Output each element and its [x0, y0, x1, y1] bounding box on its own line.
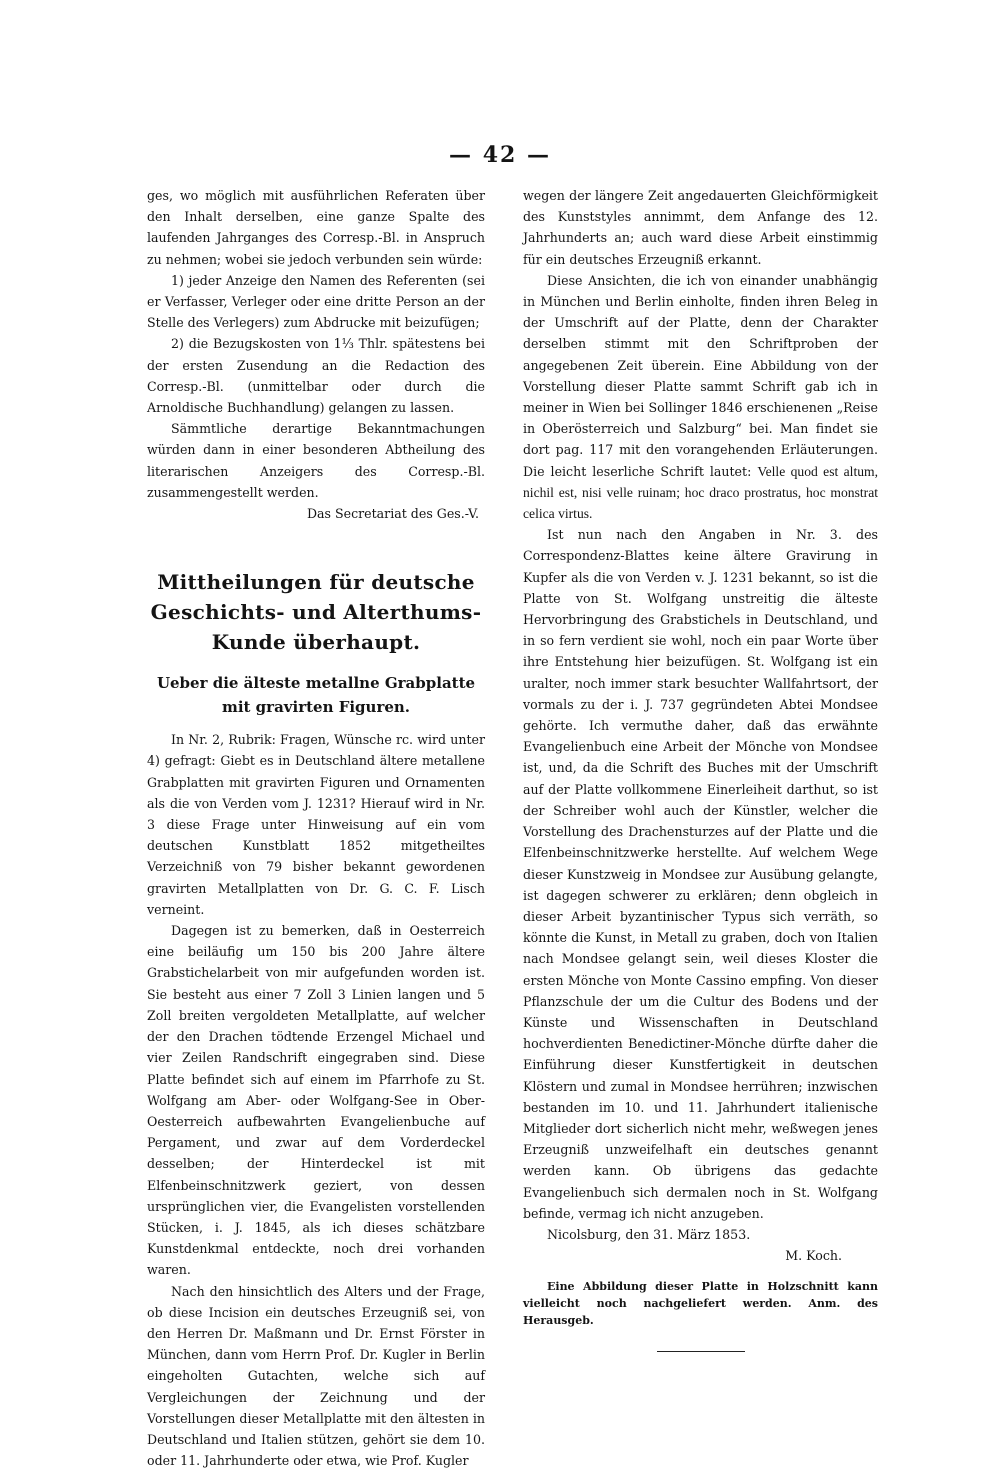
page-number: — 42 —	[449, 142, 551, 168]
article-title: Ueber die älteste metallne Grabplatte mit gravirten Figuren.	[156, 674, 476, 717]
paragraph: Dagegen ist zu bemerken, daß in Oesterreich eine beiläufig um 150 bis 200 Jahre ältere Grabstichelarbeit von mir aufgefunden worden ist. Sie besteht aus einer 7 Zoll 3 Linien langen und 5 Zoll breiten vergoldeten Metallplatte, auf welcher der den Drachen tödtende Erzengel Michael und vier Zeilen Randschrift eingegraben sind. Diese Platte befindet sich auf einem im Pfarrhofe zu St. Wolfgang am Aber- oder Wolfgang-See in Ober-Oesterreich aufbewahrten Evangelienbuche auf Pergament, und zwar auf dem Vorderdeckel desselben; der Hinterdeckel ist mit Elfenbeinschnitzwerk geziert, von dessen ursprünglichen vier, die Evangelisten vorstellenden Stücken, i. J. 1845, als ich dieses schätzbare Kunstdenkmal entdeckte, noch drei vorhanden waren.	[147, 923, 485, 1278]
signature: Das Secretariat des Ges.-V.	[306, 506, 479, 522]
latin-inscription: Velle quod est altum, nichil est, nisi velle ruinam; hoc draco prostratus, hoc monstrat celica virtus.	[523, 463, 878, 522]
right-column	[523, 185, 878, 1352]
paragraph: Ist nun nach den Angaben in Nr. 3. des Correspondenz-Blattes keine ältere Gravirung in Kupfer als die von Verden v. J. 1231 bekannt, so ist die Platte von St. Wolfgang unstreitig die älteste Hervorbringung des Grabstichels in Deutschland, und in so fern verdient sie wohl, noch ein paar Worte über ihre Entstehung hier beizufügen. St. Wolfgang ist ein uralter, noch immer stark besuchter Wallfahrtsort, der vormals zu der i. J. 737 gegründeten Abtei Mondsee gehörte. Ich vermuthe daher, daß das erwähnte Evangelienbuch eine Arbeit der Mönche von Mondsee ist, und, da die Schrift des Buches mit der Umschrift auf der Platte vollkommene Einerleiheit darthut, so ist der Schreiber wohl auch der Künstler, welcher die Vorstellung des Drachensturzes auf der Platte und die Elfenbeinschnitzwerke herstellte. Auf welchem Wege dieser Kunstzweig in Mondsee zur Ausübung gelangte, ist dagegen schwerer zu erklären; denn obgleich in dieser Arbeit byzantinischer Typus sich verräth, so könnte die Kunst, in Metall zu graben, doch von Italien nach Mondsee gelangt sein, weil dieses Kloster die ersten Mönche von Monte Cassino empfing. Von dieser Pflanzschule der um die Cultur des Bodens und der Künste und Wissenschaften in Deutschland hochverdienten Benedictiner-Mönche dürfte daher die Einführung dieser Kunstfertigkeit in deutschen Klöstern und zumal in Mondsee herrühren; inzwischen bestanden im 10. und 11. Jahrhundert italienische Mitglieder dort sicherlich nicht mehr, weßwegen jenes Erzeugniß unzweifelhaft ein deutsches genannt werden kann. Ob übrigens das gedachte Evangelienbuch sich dermalen noch in St. Wolfgang befinde, vermag ich nicht anzugeben.	[523, 527, 878, 1221]
paragraph-text: Diese Ansichten, die ich von einander unabhängig in München und Berlin einholte, finden ihren Beleg in der Umschrift auf der Platte, denn der Charakter derselben stimmt mit den Schriftproben der angegebenen Zeit überein. Eine Abbildung von der Vorstellung dieser Platte sammt Schrift gab ich in meiner in Wien bei Sollinger 1846 erschienenen „Reise in Oberösterreich und Salzburg“ bei. Man findet sie dort pag. 117 mit den vorangehenden Erläuterungen. Die leicht leserliche Schrift lautet:	[523, 272, 878, 479]
list-item: 2) die Bezugskosten von 1⅓ Thlr. spätestens bei der ersten Zusendung an die Redaction des Corresp.-Bl. (unmittelbar oder durch die Arnoldische Buchhandlung) gelangen zu lassen.	[147, 336, 485, 416]
editor-note: Eine Abbildung dieser Platte in Holzschnitt kann vielleicht noch nachgeliefert werden. Anm. des Herausgeb.	[523, 1280, 878, 1328]
left-column	[147, 185, 485, 1471]
paragraph	[523, 270, 878, 524]
list-item: 1) jeder Anzeige den Namen des Referenten (sei er Verfasser, Verleger oder eine dritte Person an der Stelle des Verlegers) zum Abdrucke mit beizufügen;	[147, 272, 485, 331]
paragraph: ges, wo möglich mit ausführlichen Referaten über den Inhalt derselben, eine ganze Spalte des laufenden Jahrganges des Corresp.-Bl. in Anspruch zu nehmen; wobei sie jedoch verbunden sein würde:	[147, 188, 485, 267]
signature: M. Koch.	[785, 1248, 842, 1264]
paragraph: Sämmtliche derartige Bekanntmachungen würden dann in einer besonderen Abtheilung des literarischen Anzeigers des Corresp.-Bl. zusammengestellt werden.	[147, 421, 485, 500]
divider	[657, 1351, 745, 1352]
paragraph: wegen der längere Zeit angedauerten Gleichförmigkeit des Kunststyles annimmt, dem Anfange des 12. Jahrhunderts an; auch ward diese Arbeit einstimmig für ein deutsches Erzeugniß erkannt.	[523, 188, 878, 267]
section-heading: Mittheilungen für deutsche Geschichts- und Alterthums-Kunde überhaupt.	[150, 570, 482, 655]
paragraph: In Nr. 2, Rubrik: Fragen, Wünsche rc. wird unter 4) gefragt: Giebt es in Deutschland ältere metallene Grabplatten mit gravirten Figuren und Ornamenten als die von Verden vom J. 1231? Hierauf wird in Nr. 3 diese Frage unter Hinweisung auf ein vom deutschen Kunstblatt 1852 mitgetheiltes Verzeichniß von 79 bisher bekannt gewordenen gravirten Metallplatten von Dr. G. C. F. Lisch verneint.	[147, 732, 485, 917]
dateline: Nicolsburg, den 31. März 1853.	[547, 1226, 751, 1242]
paragraph: Nach den hinsichtlich des Alters und der Frage, ob diese Incision ein deutsches Erzeugniß sei, von den Herren Dr. Maßmann und Dr. Ernst Förster in München, dann vom Herrn Prof. Dr. Kugler in Berlin eingeholten Gutachten, welche sich auf Vergleichungen der Zeichnung und der Vorstellungen dieser Metallplatte mit den ältesten in Deutschland und Italien stützen, gehört sie dem 10. oder 11. Jahrhunderte oder etwa, wie Prof. Kugler	[147, 1283, 485, 1469]
